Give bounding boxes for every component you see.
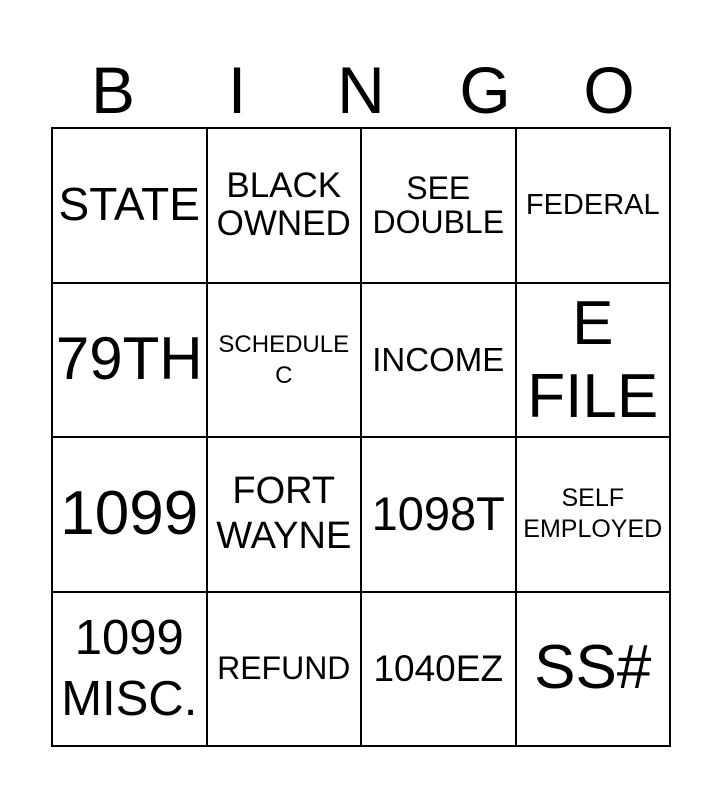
header-letter-n: N xyxy=(337,53,385,127)
header-letter-b: B xyxy=(90,53,136,127)
bingo-cell[interactable] xyxy=(362,438,517,593)
bingo-grid xyxy=(51,127,671,747)
bingo-cell[interactable] xyxy=(53,284,208,439)
cell-label: SEE DOUBLE xyxy=(372,169,505,241)
bingo-cell[interactable] xyxy=(517,593,672,748)
cell-label: 79TH xyxy=(55,325,203,393)
cell-label: 1099 xyxy=(60,478,199,548)
cell-label: SCHEDULE C xyxy=(218,330,350,389)
bingo-cell[interactable] xyxy=(362,284,517,439)
cell-label: INCOME xyxy=(372,340,505,378)
bingo-cell[interactable] xyxy=(53,438,208,593)
bingo-cell[interactable] xyxy=(517,129,672,284)
cell-label: STATE xyxy=(58,178,200,231)
bingo-cell[interactable] xyxy=(208,593,363,748)
bingo-cell[interactable] xyxy=(362,129,517,284)
cell-label: REFUND xyxy=(217,650,351,687)
cell-label: BLACK OWNED xyxy=(216,166,351,244)
cell-label: FEDERAL xyxy=(525,188,660,221)
bingo-cell[interactable] xyxy=(208,284,363,439)
cell-label: FORT WAYNE xyxy=(216,469,352,558)
cell-label: 1099 MISC. xyxy=(61,610,198,726)
bingo-cell[interactable] xyxy=(53,593,208,748)
header-letter-g: G xyxy=(459,53,511,127)
cell-label: SELF EMPLOYED xyxy=(523,484,663,544)
cell-label: 1098T xyxy=(371,486,505,540)
bingo-cell[interactable] xyxy=(362,593,517,748)
cell-label: E FILE xyxy=(527,288,659,431)
cell-label: 1040EZ xyxy=(373,647,504,689)
header-letter-o: O xyxy=(583,53,635,127)
bingo-cell[interactable] xyxy=(53,129,208,284)
bingo-cell[interactable] xyxy=(517,284,672,439)
cell-label: SS# xyxy=(534,633,652,703)
bingo-header xyxy=(51,52,671,128)
bingo-cell[interactable] xyxy=(208,438,363,593)
bingo-cell[interactable] xyxy=(208,129,363,284)
header-letter-i: I xyxy=(227,53,247,127)
bingo-cell[interactable] xyxy=(517,438,672,593)
